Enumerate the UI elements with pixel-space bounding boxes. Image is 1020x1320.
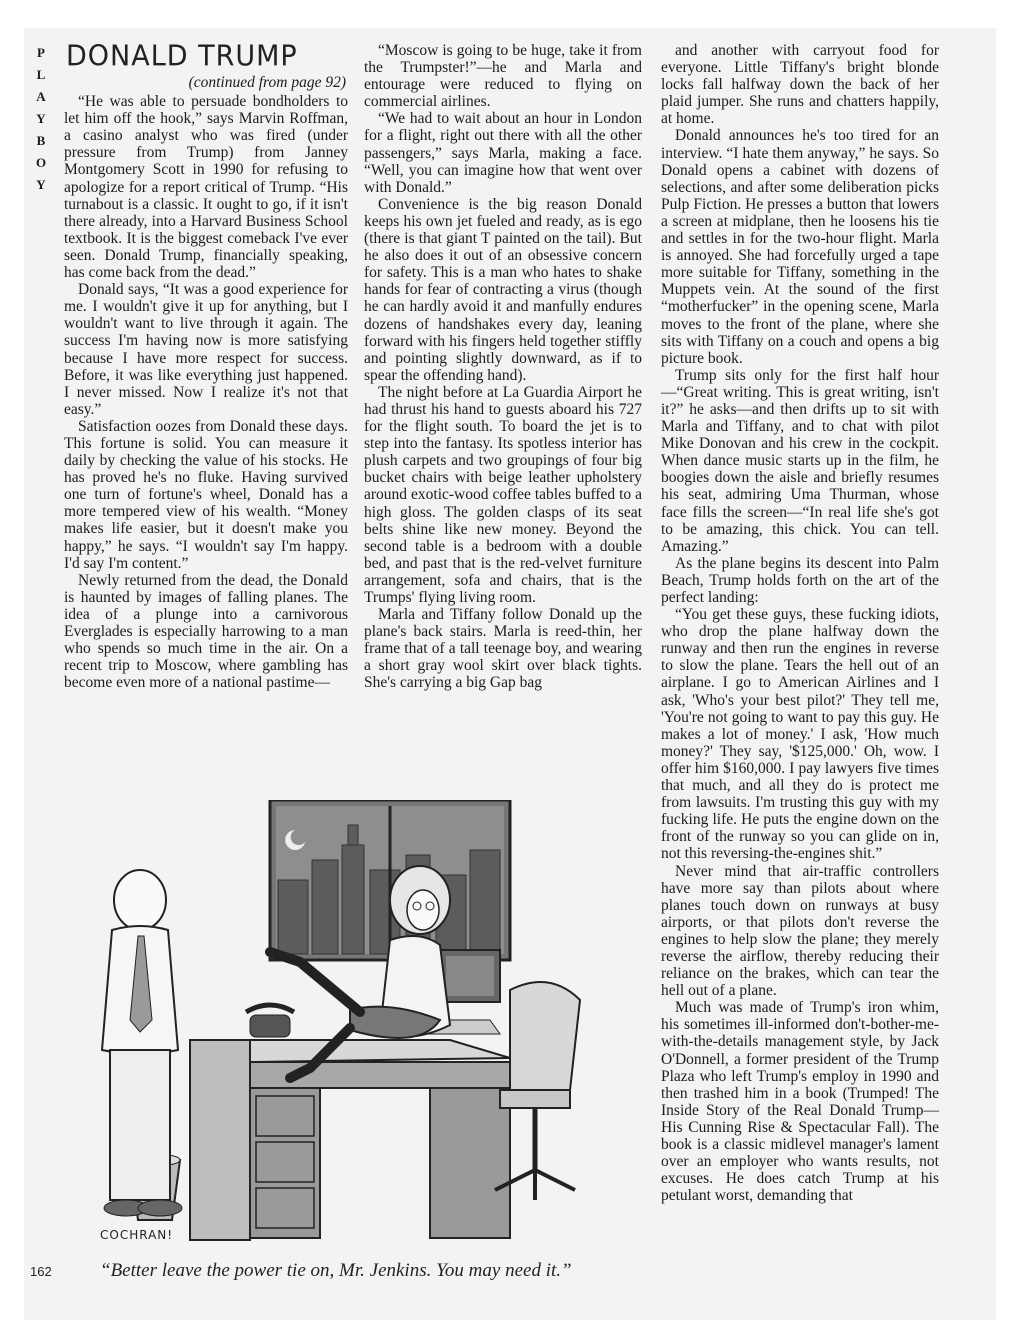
article-paragraph: “You get these guys, these fucking idiots, who drop the plane halfway down the runway and then run the engines in reverse to slow the plane. Tears the hell out of an airplane. I go to American Airlines and I ask, 'Who's your best pilot?' They tell me, 'You're not going to want to pay this guy. He makes a lot of money.' I ask, 'How much money?' They say, '$125,000.' Oh, wow. I offer him $160,000. I pay lawyers five times that much, and all they do is protect me from lawsuits. I'm trusting this guy with my fucking life. He puts the engine down on the front of the runway so you can glide on in, not this reversing-the-engines shit.” (661, 606, 939, 863)
column-1-body (64, 93, 348, 691)
masthead-letter: O (35, 155, 47, 170)
article-paragraph: “He was able to persuade bondholders to let him off the hook,” says Marvin Roffman, a casino analyst who was fired (under pressure from Trump) from Janney Montgomery Scott in 1990 for refusing to apologize for a report critical of Trump. “His turnabout is a classic. It ought to go, if it isn't there already, into a Harvard Business School textbook. It is the biggest comeback I've ever seen. Donald Trump, financially speaking, has come back from the dead.” (64, 93, 348, 282)
article-paragraph: “We had to wait about an hour in London for a flight, right out there with all the other passengers,” says Marla, making a face. “Well, you can imagine how that went over with Donald.” (364, 110, 642, 196)
office-desk (190, 1040, 510, 1240)
masthead-playboy (32, 42, 50, 196)
man-jenkins (102, 870, 182, 1216)
article-paragraph: Satisfaction oozes from Donald these days. This fortune is solid. You can measure it daily by checking the value of his stocks. He has proved he's no fluke. Having survived one turn of fortune's wheel, Donald has a more tempered view of his wealth. “Money makes life easier, but it doesn't make you happy,” he says. “I wouldn't say I'm happy. I'd say I'm content.” (64, 417, 348, 572)
man-trousers (110, 1050, 170, 1200)
masthead-letter: L (36, 67, 46, 82)
telephone-icon (246, 1005, 294, 1037)
article-paragraph: Trump sits only for the first half hour—“Great writing. This is great writing, isn't it?” he asks—and then drifts up to sit with Marla and Tiffany, and to chat with pilot Mike Donovan and his crew in the cockpit. When dance music starts up in the film, he boogies down the aisle and briefly resumes his seat, admiring Uma Thurman, whose face fills the screen—“In real life she's got to be amazing, this chick. You can tell. Amazing.” (661, 366, 939, 555)
page-number: 162 (30, 1264, 52, 1279)
article-column-3 (661, 42, 939, 1204)
article-paragraph: Donald says, “It was a good experience for me. I wouldn't give it up for anything, but I wouldn't want to live through it again. The success I'm having now is more satisfying because I have more respect for success. Before, it was like everything just happened. I never missed. Now I realize it's not that easy.” (64, 281, 348, 418)
masthead-letter: Y (36, 111, 46, 126)
article-paragraph: Convenience is the big reason Donald keeps his own jet fueled and ready, as is ego (there is that giant T painted on the tail). But he also does it out of an obsessive concern for safety. This is a man who hates to shake hands for fear of contracting a virus (though he can hardly avoid it and manfully endures dozens of handshakes every day, leaning forward with his fingers held together stiffly and pointing slightly downward, as if to spear the offending hand). (364, 195, 642, 384)
masthead-letter: A (36, 89, 46, 104)
cartoon-illustration (90, 800, 650, 1250)
article-paragraph: As the plane begins its descent into Palm Beach, Trump holds forth on the art of the perfect landing: (661, 554, 939, 606)
column-3-body (661, 42, 939, 1204)
masthead-letter: B (36, 133, 46, 148)
article-paragraph: Marla and Tiffany follow Donald up the plane's back stairs. Marla is reed-thin, her frame that of a tall teenage boy, and wearing a short gray wool skirt over black tights. She's carrying a big Gap bag (364, 606, 642, 692)
article-paragraph: Much was made of Trump's iron whim, his sometimes ill-informed don't-bother-me-with-the-details management style, by Jack O'Donnell, a former president of the Trump Plaza who left Trump's employ in 1990 and then trashed him in a book (Trumped! The Inside Story of the Real Donald Trump—His Cunning Rise & Spectacular Fall). The book is a classic midlevel manager's lament over an employer who wants results, not excuses. He does catch Trump at his petulant worst, demanding that (661, 999, 939, 1205)
article-paragraph: Never mind that air-traffic controllers have more say than pilots about where planes touch down on runways at busy airports, or that pilots don't reverse the engines to help slow the plane; they merely reverse the airflow, thereby reducing their reliance on the brakes, which can tear the hell out of a plane. (661, 862, 939, 1000)
continued-note: (continued from page 92) (188, 74, 346, 91)
column-2-body (364, 42, 642, 692)
cartoon-caption: “Better leave the power tie on, Mr. Jenkins. You may need it.” (100, 1260, 572, 1281)
article-column-1 (64, 42, 348, 691)
cartoonist-signature: COCHRAN! (100, 1228, 174, 1242)
article-title: DONALD TRUMP (66, 40, 298, 73)
article-paragraph: The night before at La Guardia Airport he had thrust his hand to guests aboard his 727 for the flight south. To board the jet is to step into the fantasy. Its spotless interior has plush carpets and two groupings of four big bucket chairs with beige leather upholstery around exotic-wood coffee tables buffed to a high gloss. The golden clasps of its seat belts shine like new money. Beyond the second table is a bedroom with a double bed, and past that is the red-velvet furniture arrangement, sofa and chairs, that is the Trumps' flying living room. (364, 383, 642, 606)
article-column-2 (364, 42, 642, 692)
article-paragraph: “Moscow is going to be huge, take it from the Trumpster!”—he and Marla and entourage were reduced to flying on commercial airlines. (364, 42, 642, 111)
masthead-letter: P (37, 45, 45, 60)
woman-face (407, 890, 439, 930)
article-paragraph: Donald announces he's too tired for an interview. “I hate them anyway,” he says. So Donald opens a cabinet with dozens of selections, and after some deliberation picks Pulp Fiction. He presses a button that lowers a screen at midplane, then he loosens his tie and settles in for the two-hour flight. Marla is annoyed. She had forcefully urged a tape more suitable for Tiffany, something in the Muppets vein. At the sound of the first “motherfucker” in the opening scene, Marla moves to the front of the plane, where she sits with Tiffany on a couch and opens a big picture book. (661, 127, 939, 367)
article-paragraph: Newly returned from the dead, the Donald is haunted by images of falling planes. The idea of a plunge into a carnivorous Everglades is especially harrowing to a man who spends so much time in the air. On a recent trip to Moscow, where gambling has become even more of a national pastime— (64, 571, 348, 692)
article-paragraph: and another with carryout food for everyone. Little Tiffany's bright blonde locks fall halfway down the back of her plaid jumper. She runs and chatters happily, at home. (661, 42, 939, 128)
masthead-letter: Y (36, 177, 46, 192)
